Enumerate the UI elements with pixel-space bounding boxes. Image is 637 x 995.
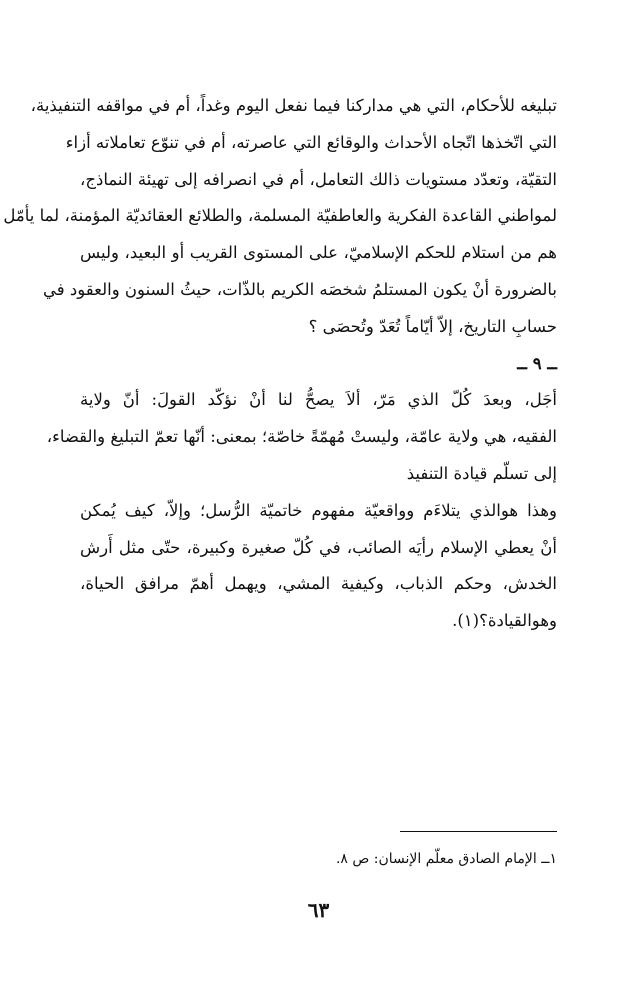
text-line: الفقيه، هي ولاية عامّة، وليستْ مُهمّةً خاصّة؛ بمعنى: أنّها تعمّ التبليغ والقضاء، <box>46 427 557 447</box>
text-line: التي اتّخذها اتّجاه الأحداث والوقائع التي عاصرته، أم في تنوّع تعاملاته أزاء <box>65 132 557 152</box>
text-line: أنْ يعطي الإسلام رأيَه الصائب، في كُلّ صغيرة وكبيرة، حتّى مثل أَرش <box>80 537 557 557</box>
text-line: الخدش، وحكم الذباب، وكيفية المشي، ويهمل أهمّ مرافق الحياة، <box>80 574 557 594</box>
section-number: ــ ٩ ــ <box>517 353 557 373</box>
text-line: وهذا هوالذي يتلاءَم وواقعيّة مفهوم خاتميّة الرُّسل؛ وإلاّ، كيف يُمكن <box>80 500 557 520</box>
text-line: تبليغه للأحكام، التي هي مداركنا فيما نفعل اليوم وغداً، أم في مواقفه التنفيذية، <box>30 96 557 115</box>
text-line: حسابِ التاريخ، إلاّ أيّاماً تُعَدّ وتُحصَى ؟ <box>308 316 557 336</box>
page-number: ٦٣ <box>307 898 330 922</box>
text-line: بالضرورة أنْ يكون المستلمُ شخصَه الكريم بالذّات، حيثُ السنون والعقود في <box>43 279 557 299</box>
text-line: التقيّة، وتعدّد مستويات ذالك التعامل، أم في انصرافه إلى تهيئة النماذج، <box>80 169 557 189</box>
text-line: هم من استلام للحكم الإسلاميّ، على المستوى القريب أو البعيد، وليس <box>80 243 557 263</box>
text-line: لمواطني القاعدة الفكرية والعاطفيّة المسلمة، والطلائع العقائديّة المؤمنة، لما يأمّل <box>3 206 557 226</box>
text-line: إلى تسلّم قيادة التنفيذ <box>406 463 557 483</box>
text-line: أجَل، وبعدَ كُلّ الذي مَرّ، ألاَ يصحُّ لنا أنْ نؤكّد القولَ: أنّ ولاية <box>80 390 557 410</box>
paragraph-2 <box>46 382 557 492</box>
text-line: وهوالقيادة؟(١). <box>452 611 557 631</box>
paragraph-3 <box>80 493 557 640</box>
footnote: ١ــ الإمام الصادق معلّم الإنسان: ص ٨. <box>335 851 557 867</box>
footnote-divider <box>400 831 557 832</box>
body-text <box>3 88 557 640</box>
paragraph-1 <box>3 88 557 346</box>
